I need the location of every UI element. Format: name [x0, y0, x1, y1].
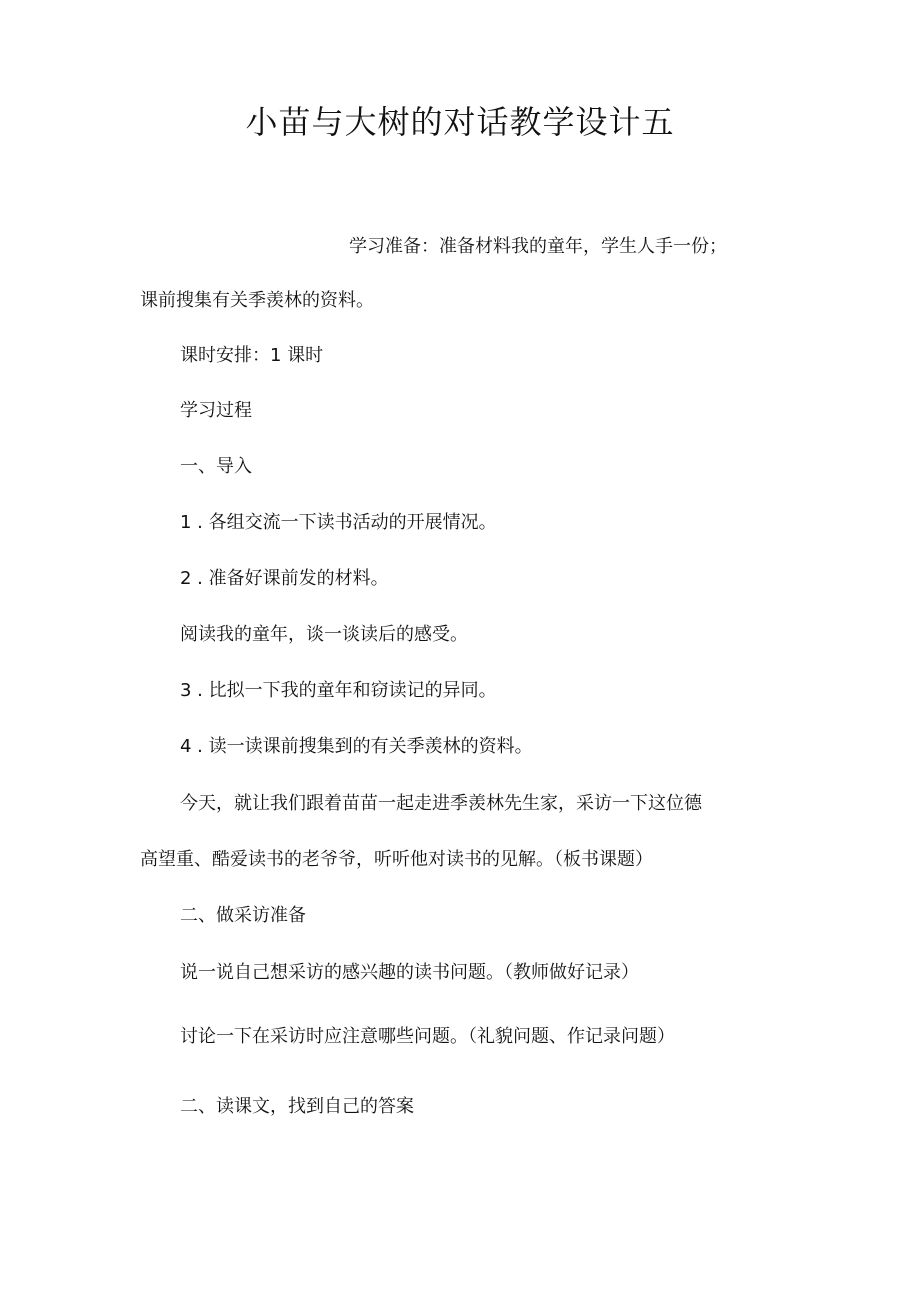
document-title: 小苗与大树的对话教学设计五	[245, 103, 675, 141]
section-heading-read-text: 二、读课文，找到自己的答案	[180, 1096, 414, 1117]
list-item-1: 1 . 各组交流一下读书活动的开展情况。	[180, 512, 497, 533]
list-item-4: 4 . 读一读课前搜集到的有关季羡林的资料。	[180, 736, 533, 757]
section-heading-intro: 一、导入	[180, 456, 252, 477]
text-line-interview-questions: 说一说自己想采访的感兴趣的读书问题。（教师做好记录）	[180, 962, 639, 983]
text-line-schedule: 课时安排：1 课时	[180, 345, 324, 366]
paragraph-today-line-1: 今天，就让我们跟着苗苗一起走进季羡林先生家，采访一下这位德	[180, 793, 702, 814]
text-line-interview-notes: 讨论一下在采访时应注意哪些问题。（礼貌问题、作记录问题）	[180, 1026, 675, 1047]
list-item-2: 2 . 准备好课前发的材料。	[180, 568, 389, 589]
section-heading-interview-prep: 二、做采访准备	[180, 905, 306, 926]
list-item-3: 3 . 比拟一下我的童年和窃读记的异同。	[180, 680, 497, 701]
text-line-learning-prep-cont: 课前搜集有关季羡林的资料。	[140, 290, 374, 311]
text-line-process-heading: 学习过程	[180, 400, 252, 421]
paragraph-today-line-2: 高望重、酷爱读书的老爷爷，听听他对读书的见解。（板书课题）	[140, 849, 653, 870]
text-line-learning-prep: 学习准备：准备材料我的童年，学生人手一份；	[349, 236, 727, 257]
text-line-reading: 阅读我的童年，谈一谈读后的感受。	[180, 624, 468, 645]
